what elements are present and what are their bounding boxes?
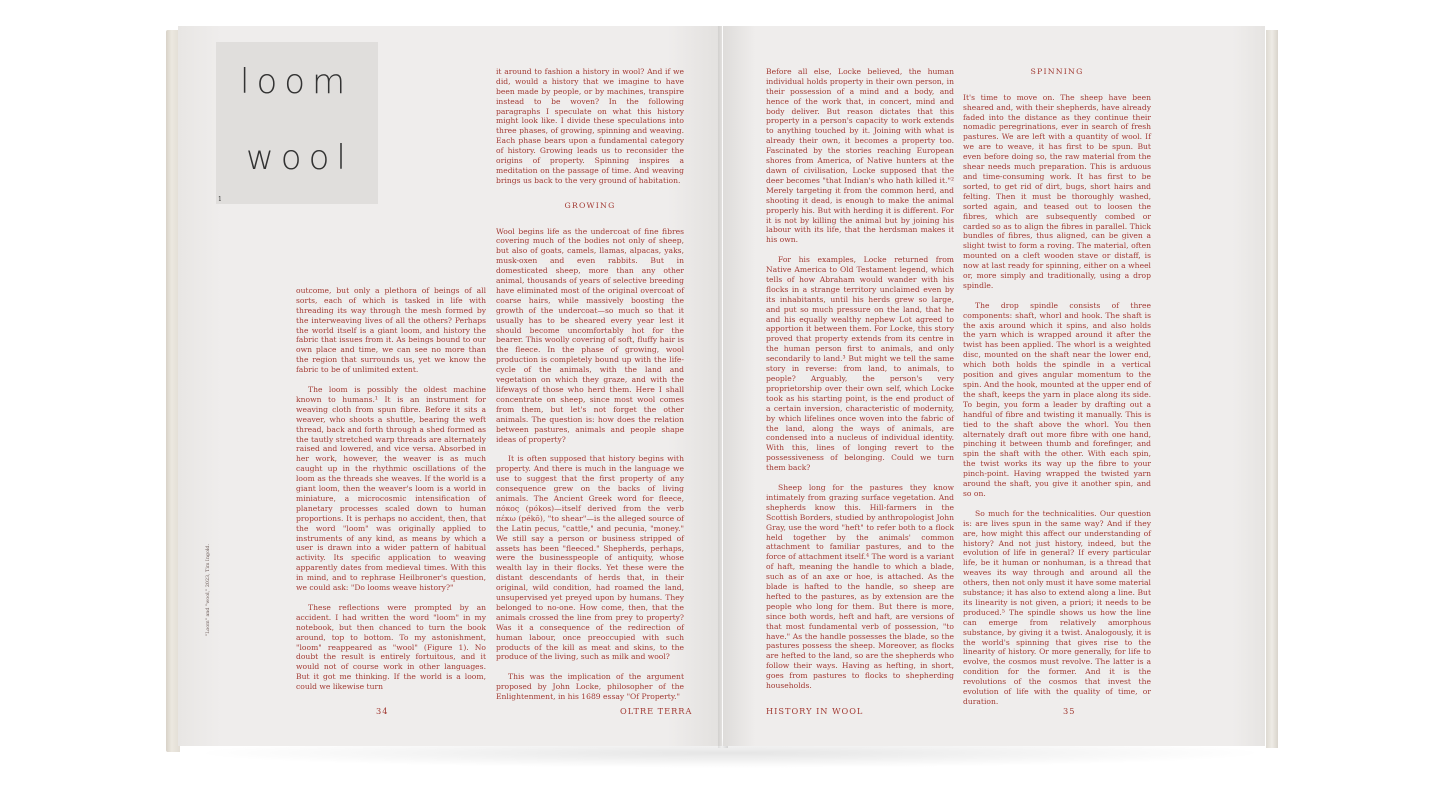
- paragraph: So much for the technicalities. Our question is: are lives spun in the same way? And if they are, how might this affect our understanding of history? And not just history, indeed, but the evolution of life in general? If every particular life, be it human or nonhuman, is a thread that weaves its way through and around all the others, then not only must it have some material substance; it has also to extend along a line. But its linearity is not given, a priori; it needs to be produced.⁵ The spindle shows us how the line can emerge from relatively amorphous substance, by giving it a twist. Analogously, it is the world's spinning that gives rise to the linearity of history. Or more generally, for life to evolve, the cosmos must revolve. The latter is a condition for the former. And it is the revolutions of the cosmos that invest the evolution of life with the quality of time, or duration.: [963, 508, 1151, 706]
- figure-loom-wool: [216, 42, 378, 204]
- left-page-column-2: [496, 57, 684, 712]
- figure-caption: "Loom" and "wool," 2023, Tim Ingold.: [206, 543, 211, 636]
- page-edge-right: [1266, 30, 1278, 748]
- running-title-left: OLTRE TERRA: [620, 706, 693, 716]
- paragraph: Sheep long for the pastures they know intimately from grazing surface vegetation. And shepherds know this. Hill-farmers in the Scottish Borders, studied by anthropologist John Gray, use the word "heft" to refer both to a flock held together by the animals' common attachment to familiar pastures, and to the force of attachment itself.⁴ The word is a variant of haft, meaning the handle to which a blade, such as of an axe or hoe, is attached. As the blade is hafted to the handle, so sheep are hefted to the pastures, as by extension are the people who long for them. But there is more, since both words, heft and haft, are versions of that most fundamental verb of possession, "to have." As the handle possesses the blade, so the pastures possess the sheep. Moreover, as flocks are hefted to the land, so are the shepherds who follow their ways. Having as hefting, in short, goes from pastures to flocks to shepherding households.: [766, 482, 954, 691]
- right-page: [723, 26, 1265, 746]
- right-page-column-1: [766, 57, 954, 701]
- paragraph: outcome, but only a plethora of beings of all sorts, each of which is tasked in life with threading its way through the mesh formed by the interweaving lives of all the others? Perhaps the world itself is a giant loom, and history the fabric that issues from it. As beings bound to our own place and time, we can see no more than the region that surrounds us, yet we know the fabric to be of unlimited extent.: [296, 285, 486, 375]
- paragraph: The loom is possibly the oldest machine known to humans.¹ It is an instrument for weaving cloth from spun fibre. Before it sits a weaver, who shoots a shuttle, bearing the weft thread, back and forth through a shed formed as the tautly stretched warp threads are alternately raised and lowered, and vice versa. Absorbed in her work, however, the weaver is as much caught up in the rhythmic oscillations of the loom as the threads she weaves. If the world is a giant loom, then the weaver's loom is a world in miniature, a microcosmic intensification of planetary processes scaled down to human proportions. It is perhaps no accident, then, that the word "loom" was originally applied to instruments of any kind, as means by which a user is drawn into a wider pattern of habitual activity. Its specific application to weaving apparently dates from medieval times. With this in mind, and to rephrase Heilbroner's question, we could ask: "Do looms weave history?": [296, 384, 486, 593]
- handwriting-loom: loom: [240, 62, 353, 102]
- left-page-column-1: [296, 276, 486, 702]
- paragraph: These reflections were prompted by an accident. I had written the word "loom" in my notebook, but then chanced to turn the book around, top to bottom. To my astonishment, "loom" reappeared as "wool" (Figure 1). No doubt the result is entirely fortuitous, and it would not of course work in other languages. But it got me thinking. If the world is a loom, could we likewise turn: [296, 602, 486, 692]
- running-title-right: HISTORY IN WOOL: [766, 706, 864, 716]
- paragraph: The drop spindle consists of three components: shaft, whorl and hook. The shaft is the axis around which it spins, and also holds the yarn which is wrapped around it after the twist has been applied. The whorl is a weighted disc, mounted on the shaft near the lower end, which both holds the spindle in a vertical position and gives angular momentum to the spin. And the hook, mounted at the upper end of the shaft, keeps the yarn in place along its side. To begin, you form a leader by drafting out a handful of fibre and twisting it manually. This is tied to the shaft above the whorl. You then alternately draft out more fibre with one hand, pinching it between thumb and forefinger, and spin the shaft with the other. With each spin, the twist works its way up the fibre to your pinch-point. Having wrapped the twisted yarn around the shaft, you give it another spin, and so on.: [963, 300, 1151, 498]
- figure-number: 1: [218, 196, 222, 203]
- page-number-right: 35: [1063, 706, 1076, 716]
- left-page: [178, 26, 722, 746]
- paragraph: it around to fashion a history in wool? And if we did, would a history that we imagine to have been made by people, or by machines, transpire instead to be woven? In the following paragraphs I speculate on what this history might look like. I divide these speculations into three phases, of growing, spinning and weaving. Each phase bears upon a fundamental category of history. Growing leads us to reconsider the origins of property. Spinning inspires a meditation on the passage of time. And weaving brings us back to the very ground of habitation.: [496, 66, 684, 185]
- paragraph: Before all else, Locke believed, the human individual holds property in their own person, in their possession of a mind and a body, and hence of the work that, in concert, mind and body deliver. But reason dictates that this property in a person's capacity to work extends to anything touched by it. Joining with what is already their own, it becomes a property too. Fascinated by the stories reaching European shores from America, of Native hunters at the dawn of civilisation, Locke supposed that the deer becomes "that Indian's who hath killed it."² Merely targeting it from the common herd, and shooting it dead, is enough to make the animal properly his. But with herding it is different. For it is not by killing the animal but by joining his labour with its life, that the herdsman makes it his own.: [766, 66, 954, 245]
- open-book: [166, 26, 1278, 752]
- right-page-column-2: [963, 57, 1151, 717]
- handwriting-wool: wool: [246, 138, 353, 178]
- paragraph: For his examples, Locke returned from Native America to Old Testament legend, which tells of how Abraham would wander with his flocks in a strange territory unclaimed even by its inhabitants, until his herds grew so large, and put so much pressure on the land, that he and his equally wealthy nephew Lot agreed to apportion it between them. For Locke, this story proved that property extends from its centre in the human person first to animals, and only secondarily to land.³ But might we tell the same story in reverse: from land, to animals, to people? Arguably, the person's very proprietorship over their own self, which Locke took as his starting point, is the end product of a certain inversion, characteristic of modernity, by which lifelines once woven into the fabric of the land, along the ways of animals, are condensed into a nucleus of individual identity. With this, lines of longing revert to the possessiveness of belonging. Could we turn them back?: [766, 255, 954, 473]
- page-number-left: 34: [376, 706, 389, 716]
- paragraph: It's time to move on. The sheep have been sheared and, with their shepherds, have already faded into the distance as they continue their nomadic peregrinations, ever in search of fresh pastures. We are left with a quantity of wool. If we are to weave, it has first to be spun. But even before doing so, the raw material from the shear needs much preparation. This is arduous and time-consuming work. It has first to be sorted, to get rid of dirt, bugs, short hairs and felting. Then it must be thoroughly washed, sorted again, and teased out to loosen the fibres, which are subsequently combed or carded so as to align the fibres in parallel. Thick bundles of fibres, thus aligned, can be given a slight twist to form a roving. The material, often mounted on a cleft wooden stave or distaff, is now at last ready for spinning, either on a wheel or, more simply and traditionally, using a drop spindle.: [963, 92, 1151, 290]
- paragraph: This was the implication of the argument proposed by John Locke, philosopher of the Enlightenment, in his 1689 essay "Of Property.": [496, 672, 684, 702]
- paragraph: Wool begins life as the undercoat of fine fibres covering much of the bodies not only of sheep, but also of goats, camels, llamas, alpacas, yaks, musk-oxen and even rabbits. But in domesticated sheep, more than any other animal, thousands of years of selective breeding have eliminated most of the original overcoat of coarse hairs, while massively boosting the growth of the undercoat—so much so that it usually has to be sheared every year lest it should become uncomfortably hot for the bearer. This woolly covering of soft, fluffy hair is the fleece. In the phase of growing, wool production is completely bound up with the life-cycle of the animals, with the land and vegetation on which they graze, and with the lifeways of those who herd them. Here I shall concentrate on sheep, since most wool comes from them, but let's not forget the other animals. The question is: how does the relation between pastures, animals and people shape ideas of property?: [496, 226, 684, 444]
- section-heading-spinning: SPINNING: [1030, 66, 1084, 76]
- section-heading-growing: GROWING: [564, 200, 616, 210]
- paragraph: It is often supposed that history begins with property. And there is much in the language we use to suggest that the first property of any consequence grew on the backs of living animals. The Ancient Greek word for fleece, πόκος (pókos)—itself derived from the verb πέκω (pékō), "to shear"—is the alleged source of the Latin pecus, "cattle," and pecunia, "money." We still say a person or business stripped of assets has been "fleeced." Shepherds, perhaps, were the businesspeople of antiquity, whose wealth lay in their flocks. Yet these were the distant descendants of herds that, in their original, wild condition, had roamed the land, unsupervised yet preyed upon by humans. They belonged to no-one. How come, then, that the animals crossed the line from prey to property? Was it a consequence of the redirection of human labour, once preoccupied with such products of the kill as meat and skins, to the produce of the living, such as milk and wool?: [496, 454, 684, 662]
